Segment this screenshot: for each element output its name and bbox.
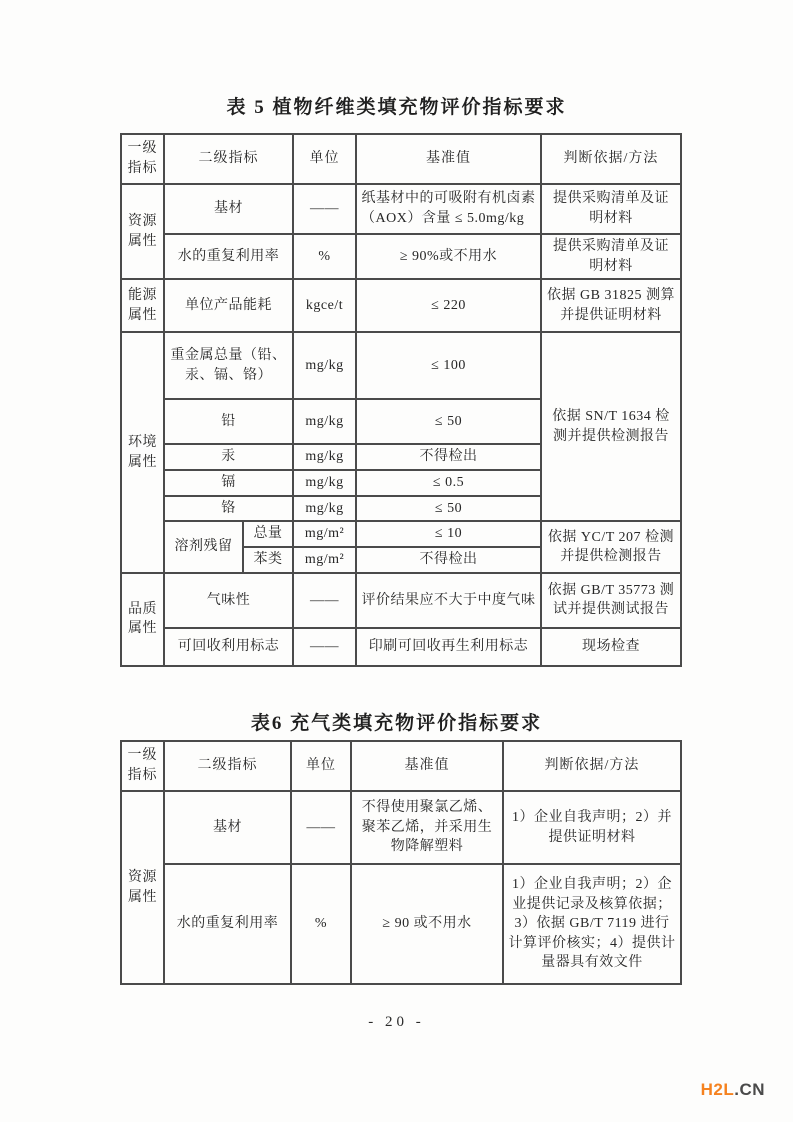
t5-cadmium-baseline: ≤ 0.5 [356,470,541,496]
t6-header-basis: 判断依据/方法 [503,741,681,791]
t5-water-reuse-basis: 提供采购清单及证明材料 [541,234,681,279]
t5-solvent-residue-label: 溶剂残留 [164,521,243,573]
t5-group-environment: 环境属性 [121,332,164,573]
t5-row-heavy-metals [121,332,681,399]
t5-energy-indicator: 单位产品能耗 [164,279,293,332]
t5-odor-baseline: 评价结果应不大于中度气味 [356,573,541,628]
t5-basis-yct207: 依据 YC/T 207 检测并提供检测报告 [541,521,681,573]
t5-heavy-metals-unit: mg/kg [293,332,356,399]
t6-substrate-baseline: 不得使用聚氯乙烯、聚苯乙烯，并采用生物降解塑料 [351,791,503,864]
t5-odor-unit: —— [293,573,356,628]
watermark-secondary-text: .CN [734,1080,765,1099]
t5-row-water-reuse [121,234,681,279]
t6-group-resource: 资源属性 [121,791,164,984]
t5-group-energy: 能源属性 [121,279,164,332]
t5-solvent-total-baseline: ≤ 10 [356,521,541,547]
t5-mercury-unit: mg/kg [293,444,356,470]
t6-row-water-reuse [121,864,681,984]
t5-row-substrate [121,184,681,234]
t5-row-odor [121,573,681,628]
t5-cadmium-unit: mg/kg [293,470,356,496]
table6 [120,740,682,985]
t5-water-reuse-indicator: 水的重复利用率 [164,234,293,279]
t6-substrate-unit: —— [291,791,351,864]
t5-header-basis: 判断依据/方法 [541,134,681,184]
t6-water-reuse-unit: % [291,864,351,984]
t5-energy-basis: 依据 GB 31825 测算并提供证明材料 [541,279,681,332]
t5-header-level1: 一级指标 [121,134,164,184]
t5-recyclable-basis: 现场检查 [541,628,681,666]
t5-substrate-basis: 提供采购清单及证明材料 [541,184,681,234]
t5-substrate-indicator: 基材 [164,184,293,234]
t5-row-energy [121,279,681,332]
t5-header-baseline: 基准值 [356,134,541,184]
t6-header-level1: 一级指标 [121,741,164,791]
t5-water-reuse-unit: % [293,234,356,279]
t5-group-quality: 品质属性 [121,573,164,666]
t5-group-resource: 资源属性 [121,184,164,279]
t6-substrate-basis: 1）企业自我声明；2）并提供证明材料 [503,791,681,864]
t5-solvent-benzene-indicator: 苯类 [243,547,293,573]
t5-row-recyclable-mark [121,628,681,666]
t6-water-reuse-basis: 1）企业自我声明；2）企业提供记录及核算依据；3）依据 GB/T 7119 进行计算评价核实；4）提供计量器具有效文件 [503,864,681,984]
t6-water-reuse-indicator: 水的重复利用率 [164,864,291,984]
t5-lead-unit: mg/kg [293,399,356,444]
t5-row-solvent-total [121,521,681,547]
t5-cadmium-indicator: 镉 [164,470,293,496]
t5-solvent-benzene-baseline: 不得检出 [356,547,541,573]
table6-title: 表6 充气类填充物评价指标要求 [250,713,543,734]
t5-energy-unit: kgce/t [293,279,356,332]
t6-water-reuse-baseline: ≥ 90 或不用水 [351,864,503,984]
t5-chromium-baseline: ≤ 50 [356,496,541,522]
t5-odor-indicator: 气味性 [164,573,293,628]
t5-heavy-metals-indicator: 重金属总量（铅、汞、镉、铬） [164,332,293,399]
t5-solvent-benzene-unit: mg/m² [293,547,356,573]
t5-solvent-total-unit: mg/m² [293,521,356,547]
t5-energy-baseline: ≤ 220 [356,279,541,332]
t5-mercury-indicator: 汞 [164,444,293,470]
table5-header-row [121,134,681,184]
t5-mercury-baseline: 不得检出 [356,444,541,470]
t5-basis-sn1634: 依据 SN/T 1634 检测并提供检测报告 [541,332,681,521]
t5-recyclable-baseline: 印刷可回收再生利用标志 [356,628,541,666]
t6-row-substrate [121,791,681,864]
t5-chromium-unit: mg/kg [293,496,356,522]
watermark [701,1080,765,1100]
page-number: - 20 - [368,1014,425,1030]
t5-odor-basis: 依据 GB/T 35773 测试并提供测试报告 [541,573,681,628]
table5 [120,133,682,667]
t5-lead-indicator: 铅 [164,399,293,444]
table6-header-row [121,741,681,791]
t6-header-level2: 二级指标 [164,741,291,791]
t5-substrate-baseline: 纸基材中的可吸附有机卤素（AOX）含量 ≤ 5.0mg/kg [356,184,541,234]
t5-heavy-metals-baseline: ≤ 100 [356,332,541,399]
t5-chromium-indicator: 铬 [164,496,293,522]
t5-header-unit: 单位 [293,134,356,184]
t5-header-level2: 二级指标 [164,134,293,184]
t6-substrate-indicator: 基材 [164,791,291,864]
t5-water-reuse-baseline: ≥ 90%或不用水 [356,234,541,279]
t5-solvent-total-indicator: 总量 [243,521,293,547]
t5-substrate-unit: —— [293,184,356,234]
table5-title: 表 5 植物纤维类填充物评价指标要求 [226,97,567,118]
t5-lead-baseline: ≤ 50 [356,399,541,444]
t6-header-baseline: 基准值 [351,741,503,791]
watermark-primary-text: H2L [700,1080,735,1099]
t5-recyclable-indicator: 可回收利用标志 [164,628,293,666]
t6-header-unit: 单位 [291,741,351,791]
t5-recyclable-unit: —— [293,628,356,666]
